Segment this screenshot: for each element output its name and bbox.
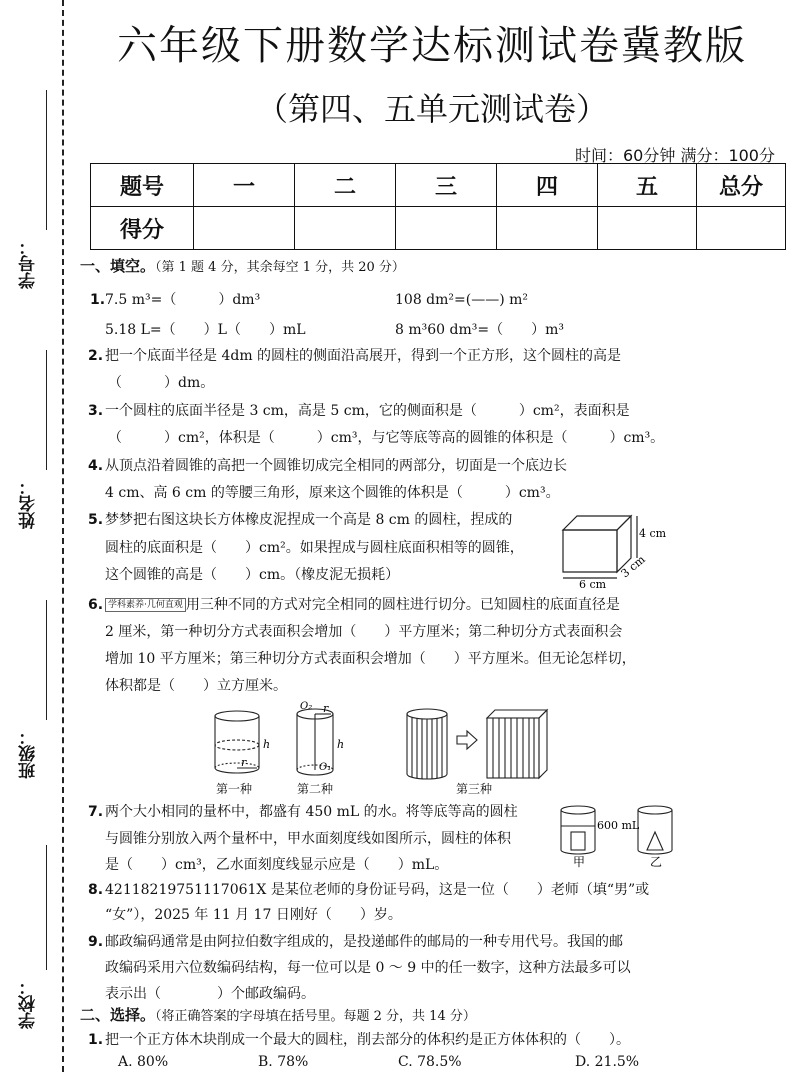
c1-option-a[interactable]: A. 80% [118, 1054, 169, 1070]
page-title: 六年级下册数学达标测试卷冀教版 [117, 23, 747, 69]
section-1-header [80, 256, 405, 278]
score-cell-4[interactable] [497, 207, 598, 250]
q5-number: 5. [88, 512, 104, 528]
q9-number: 9. [88, 934, 104, 950]
score-header-cell: 三 [396, 164, 497, 207]
q7-beakers-figure [555, 800, 675, 868]
score-header-cell: 二 [295, 164, 396, 207]
section-1-note: （第 1 题 4 分，其余每空 1 分，共 20 分） [155, 260, 405, 275]
c1-option-d[interactable]: D. 21.5% [575, 1054, 640, 1070]
q7-line-2: 与圆锥分别放入两个量杯中，甲水面刻度线如图所示，圆柱的体积 [105, 831, 511, 847]
q6-line-2: 2 厘米，第一种切分方式表面积会增加（ ）平方厘米；第二种切分方式表面积会 [105, 624, 623, 640]
score-table-score-row [91, 207, 786, 250]
cyl2-o1-label: O₁ [319, 762, 332, 773]
q6-number: 6. [88, 597, 104, 613]
score-cell-5[interactable] [598, 207, 697, 250]
cyl1-r-label: r [241, 756, 247, 769]
cuboid-width-label: 3 cm [618, 552, 648, 581]
q6-cylinder-figures [205, 700, 565, 790]
cyl2-r-label: r [323, 702, 329, 715]
q1-number: 1. [90, 292, 106, 308]
cuboid-height-label: 4 cm [639, 527, 667, 540]
page-subtitle: （第四、五单元测试卷） [255, 90, 608, 128]
q7-line-1: 两个大小相同的量杯中，都盛有 450 mL 的水。将等底等高的圆柱 [105, 804, 518, 820]
q1-part-d: 8 m³60 dm³=（ ）m³ [395, 322, 564, 338]
q4-line-1: 从顶点沿着圆锥的高把一个圆锥切成完全相同的两部分，切面是一个底边长 [105, 458, 567, 474]
q4-line-2: 4 cm、高 6 cm 的等腰三角形，原来这个圆锥的体积是（ ）cm³。 [105, 485, 560, 501]
q5-line-1: 梦梦把右图这块长方体橡皮泥捏成一个高是 8 cm 的圆柱，捏成的 [105, 512, 513, 528]
score-cell-2[interactable] [295, 207, 396, 250]
q2-number: 2. [88, 348, 104, 364]
name-field[interactable] [10, 350, 50, 540]
section-2-heading: 二、选择。 [80, 1006, 156, 1024]
q8-line-2: “女”），2025 年 11 月 17 日刚好（ ）岁。 [105, 907, 402, 923]
q2-line-1: 把一个底面半径是 4dm 的圆柱的侧面沿高展开，得到一个正方形，这个圆柱的高是 [105, 348, 622, 364]
cyl2-o2-label: O₂ [300, 701, 313, 712]
q1-part-b: 108 dm²=(——) m² [395, 292, 529, 308]
q6-caption-2: 第二种 [297, 782, 334, 796]
q7-caption-yi: 乙 [650, 855, 663, 868]
q7-600ml-label: 600 mL [597, 819, 640, 832]
q9-line-2: 政编码采用六位数编码结构，每一位可以是 0 ～ 9 中的任一数字，这种方法最多可以 [105, 960, 631, 976]
cyl1-h-label: h [263, 738, 271, 751]
q3-line-1: 一个圆柱的底面半径是 3 cm，高是 5 cm，它的侧面积是（ ）cm²，表面积是 [105, 403, 630, 419]
c1-option-b[interactable]: B. 78% [258, 1054, 309, 1070]
q3-line-2: （ ）cm²，体积是（ ）cm³，与它等底等高的圆锥的体积是（ ）cm³。 [108, 430, 665, 446]
school-label: 学校： [19, 978, 39, 1029]
q1-part-c: 5.18 L=（ ）L（ ）mL [105, 322, 306, 338]
cuboid-length-label: 6 cm [579, 578, 607, 588]
q2-line-2: （ ）dm。 [108, 375, 215, 391]
class-label: 班级： [19, 728, 39, 779]
score-row-label: 得分 [91, 207, 194, 250]
q8-line-1: 42118219751117061X 是某位老师的身份证号码，这是一位（ ）老师（填“男”或 [105, 882, 650, 898]
name-line[interactable] [46, 350, 47, 470]
name-label: 姓名： [19, 478, 39, 529]
score-table-header-row [91, 164, 786, 207]
q1-part-a: 7.5 m³=（ ）dm³ [105, 292, 261, 308]
score-cell-total[interactable] [697, 207, 786, 250]
q6-caption-3: 第三种 [456, 782, 493, 796]
q7-caption-jia: 甲 [573, 855, 586, 868]
q6-line-1 [105, 595, 620, 615]
score-header-cell: 四 [497, 164, 598, 207]
q6-tag: 学科素养·几何直观 [105, 598, 186, 612]
section-2-header [80, 1005, 476, 1027]
section-2-note: （将正确答案的字母填在括号里。每题 2 分，共 14 分） [155, 1009, 476, 1024]
section-1-heading: 一、填空。 [80, 257, 156, 275]
c1-number: 1. [88, 1032, 104, 1048]
cuboid-figure [555, 508, 675, 588]
score-header-cell: 五 [598, 164, 697, 207]
q5-line-2: 圆柱的底面积是（ ）cm²。如果捏成与圆柱底面积相等的圆锥， [105, 540, 524, 556]
q6-caption-1: 第一种 [216, 782, 253, 796]
q9-line-3: 表示出（ ）个邮政编码。 [105, 986, 315, 1002]
q8-number: 8. [88, 882, 104, 898]
q3-number: 3. [88, 403, 104, 419]
student-id-field[interactable] [10, 90, 50, 290]
class-field[interactable] [10, 600, 50, 790]
q6-line-1-text: 用三种不同的方式对完全相同的圆柱进行切分。已知圆柱的底面直径是 [185, 597, 620, 613]
time-info: 时间：60分钟 满分：100分 [575, 146, 775, 165]
q9-line-1: 邮政编码通常是由阿拉伯数字组成的，是投递邮件的邮局的一种专用代号。我国的邮 [105, 934, 623, 950]
score-cell-3[interactable] [396, 207, 497, 250]
score-header-cell: 题号 [91, 164, 194, 207]
q6-line-4: 体积都是（ ）立方厘米。 [105, 678, 287, 694]
c1-stem: 把一个正方体木块削成一个最大的圆柱，削去部分的体积约是正方体体积的（ ）。 [105, 1032, 630, 1048]
student-id-label: 学号： [19, 238, 39, 289]
class-line[interactable] [46, 600, 47, 720]
cyl2-h-label: h [337, 738, 345, 751]
binding-line [62, 0, 64, 1072]
school-line[interactable] [46, 845, 47, 970]
q7-number: 7. [88, 804, 104, 820]
school-field[interactable] [10, 845, 50, 1045]
score-header-cell: 总分 [697, 164, 786, 207]
q7-line-3: 是（ ）cm³，乙水面刻度线显示应是（ ）mL。 [105, 857, 449, 873]
score-cell-1[interactable] [194, 207, 295, 250]
q6-line-3: 增加 10 平方厘米；第三种切分方式表面积会增加（ ）平方厘米。但无论怎样切， [105, 651, 636, 667]
c1-option-c[interactable]: C. 78.5% [398, 1054, 462, 1070]
q5-line-3: 这个圆锥的高是（ ）cm。（橡皮泥无损耗） [105, 567, 400, 583]
student-id-line[interactable] [46, 90, 47, 230]
score-header-cell: 一 [194, 164, 295, 207]
score-table [90, 163, 786, 250]
q4-number: 4. [88, 458, 104, 474]
